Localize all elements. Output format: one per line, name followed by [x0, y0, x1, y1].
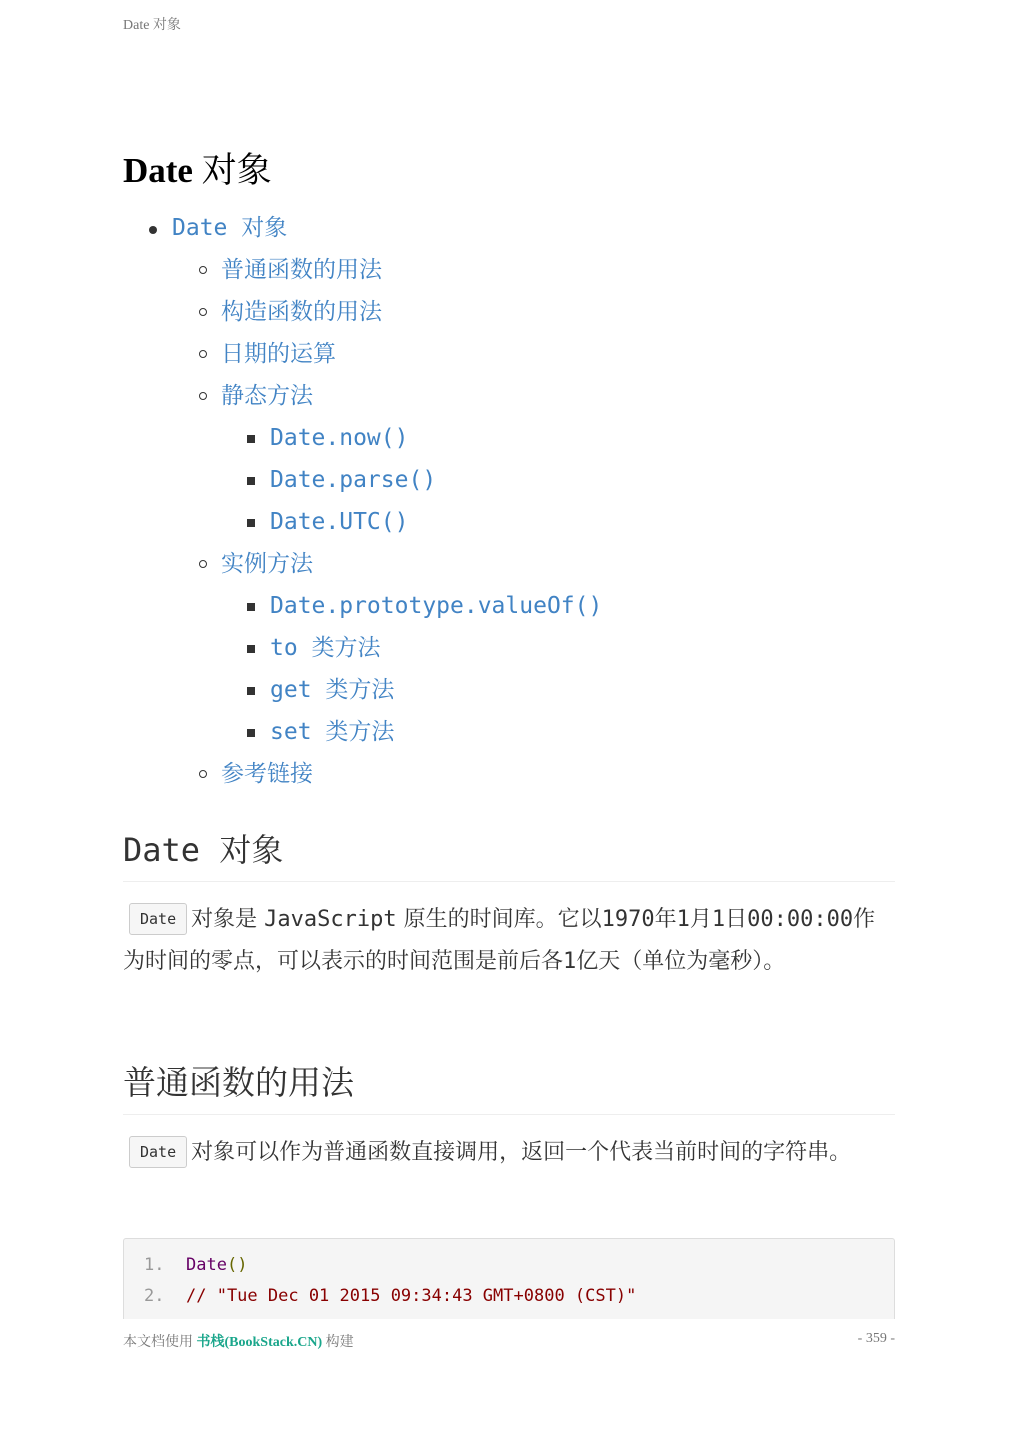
section-paragraph [123, 899, 895, 983]
toc-link[interactable]: 参考链接 [221, 753, 313, 795]
text-run: 作为时间的零点，可以表示的时间范围是前后各 [123, 907, 876, 974]
chapter-title [123, 143, 272, 193]
inline-code: Date [129, 903, 187, 935]
section-paragraph [123, 1132, 895, 1174]
text-run: 1 [563, 949, 577, 974]
toc-link[interactable]: 普通函数的用法 [221, 249, 382, 291]
text-run: 对象是 [191, 907, 265, 932]
footer-text: 本文档使用 [123, 1335, 197, 1350]
code-comment: // "Tue Dec 01 2015 09:34:43 GMT+0800 (CST)" [186, 1286, 637, 1306]
page-number: - 359 - [857, 1331, 895, 1346]
toc-link[interactable]: 日期的运算 [221, 333, 336, 375]
inline-code: Date [129, 1136, 187, 1168]
text-run: 1970 [601, 907, 655, 932]
section-heading-plain-function: 普通函数的用法 [123, 1057, 895, 1115]
line-number: 1. [144, 1255, 165, 1275]
bookstack-link[interactable]: 书栈(BookStack.CN) [196, 1335, 323, 1350]
text-run: 00:00:00 [747, 907, 854, 932]
toc-link[interactable]: to 类方法 [270, 627, 381, 669]
text-run: 年 [654, 907, 677, 932]
toc-link[interactable]: Date.parse() [270, 459, 436, 501]
text-run: 原生的时间库。它以 [396, 907, 602, 932]
text-run: JavaScript [264, 907, 397, 932]
toc-link[interactable]: 构造函数的用法 [221, 291, 382, 333]
toc-link[interactable]: get 类方法 [270, 669, 394, 711]
text-run: 日 [725, 907, 748, 932]
code-line [144, 1281, 636, 1312]
code-token: Date [186, 1255, 227, 1275]
code-block [123, 1238, 895, 1319]
toc-link[interactable]: Date.UTC() [270, 501, 408, 543]
text-run: 1 [676, 907, 690, 932]
line-number: 2. [144, 1286, 165, 1306]
toc-link[interactable]: 静态方法 [221, 375, 313, 417]
code-token: () [226, 1255, 248, 1275]
toc-link[interactable]: 实例方法 [221, 543, 313, 585]
section-heading-date-object: Date 对象 [123, 825, 895, 882]
text-run: 1 [711, 907, 726, 932]
text-run: 对象可以作为普通函数直接调用，返回一个代表当前时间的字符串。 [191, 1140, 852, 1165]
text-run: 月 [689, 907, 712, 932]
toc-link[interactable]: set 类方法 [270, 711, 394, 753]
running-header: Date 对象 [123, 18, 181, 33]
code-line [144, 1250, 247, 1281]
toc-link[interactable]: Date.now() [270, 417, 408, 459]
footer-text: 构建 [322, 1335, 354, 1350]
chapter-title-cjk: 对象 [201, 151, 272, 190]
toc-link[interactable]: Date 对象 [172, 207, 287, 249]
text-run: 亿天（单位为毫秒）。 [576, 949, 786, 974]
toc-link[interactable]: Date.prototype.valueOf() [270, 585, 602, 627]
footer-credit [123, 1331, 354, 1351]
chapter-title-latin: Date [123, 151, 193, 190]
